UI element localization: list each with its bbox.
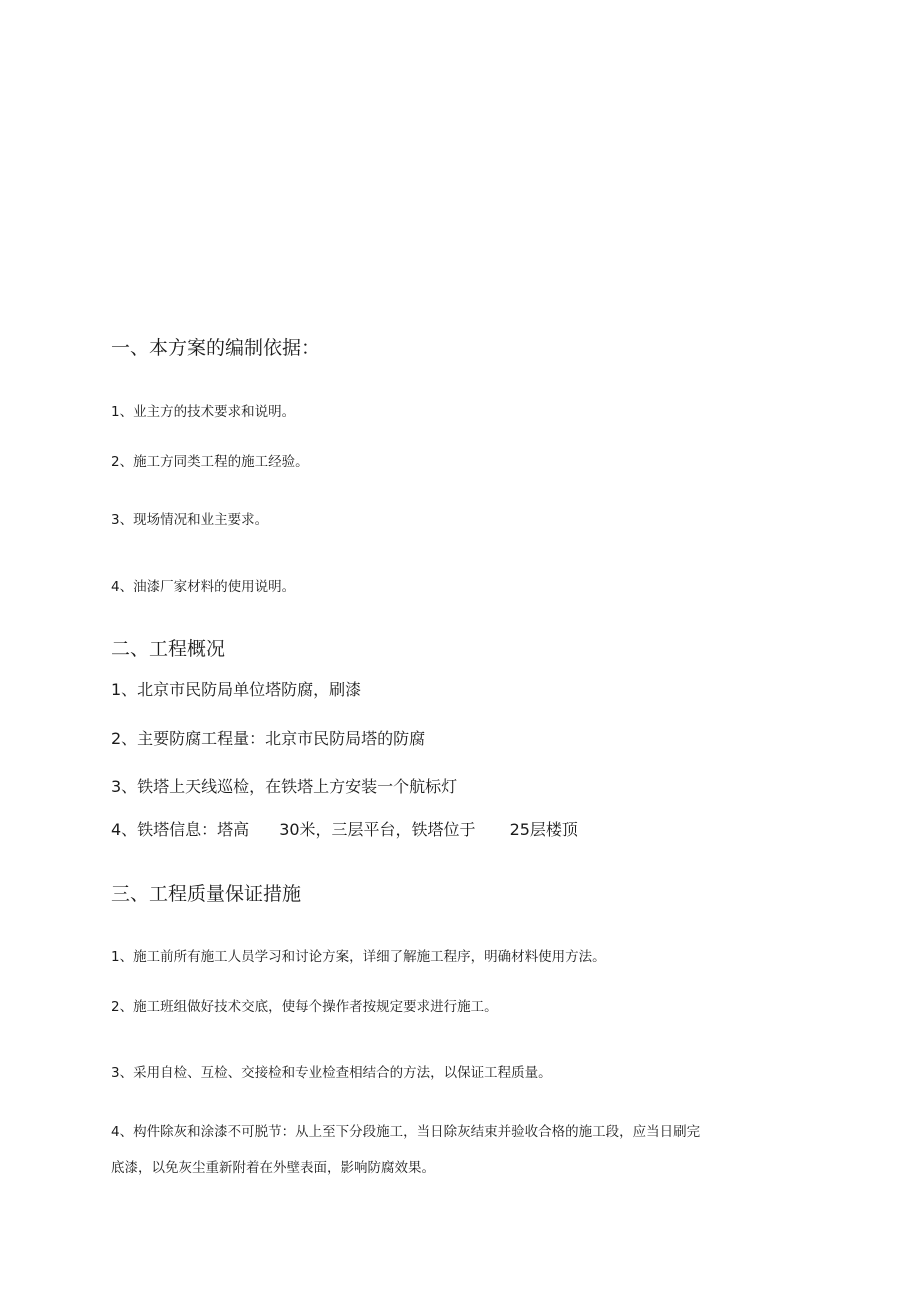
- section-3-item-4-line-1: 4、构件除灰和涂漆不可脱节：从上至下分段施工，当日除灰结束并验收合格的施工段，应当日刷完: [111, 1124, 701, 1140]
- section-3-item-1: 1、施工前所有施工人员学习和讨论方案，详细了解施工程序，明确材料使用方法。: [111, 949, 606, 965]
- tower-height-text: 30米，三层平台，铁塔位于: [279, 820, 476, 839]
- section-1-item-4: 4、油漆厂家材料的使用说明。: [111, 579, 296, 595]
- section-1-item-3: 3、现场情况和业主要求。: [111, 512, 269, 528]
- section-2-item-3: 3、铁塔上天线巡检，在铁塔上方安装一个航标灯: [111, 777, 458, 796]
- section-3-item-4-line-2: 底漆，以免灰尘重新附着在外壁表面，影响防腐效果。: [111, 1160, 435, 1176]
- section-2-item-2: 2、主要防腐工程量：北京市民防局塔的防腐: [111, 729, 426, 748]
- section-2-item-4: [111, 817, 578, 840]
- section-1-item-1: 1、业主方的技术要求和说明。: [111, 404, 296, 420]
- section-1-item-2: 2、施工方同类工程的施工经验。: [111, 454, 309, 470]
- section-1-heading: 一、本方案的编制依据：: [111, 337, 321, 359]
- tower-info-prefix: 4、铁塔信息：塔高: [111, 820, 250, 839]
- section-3-heading: 三、工程质量保证措施: [111, 883, 302, 905]
- section-2-heading: 二、工程概况: [111, 638, 226, 660]
- section-2-item-1: 1、北京市民防局单位塔防腐，刷漆: [111, 680, 362, 699]
- tower-floor-text: 25层楼顶: [509, 820, 578, 839]
- section-3-item-3: 3、采用自检、互检、交接检和专业检查相结合的方法，以保证工程质量。: [111, 1065, 552, 1081]
- section-3-item-2: 2、施工班组做好技术交底，使每个操作者按规定要求进行施工。: [111, 999, 498, 1015]
